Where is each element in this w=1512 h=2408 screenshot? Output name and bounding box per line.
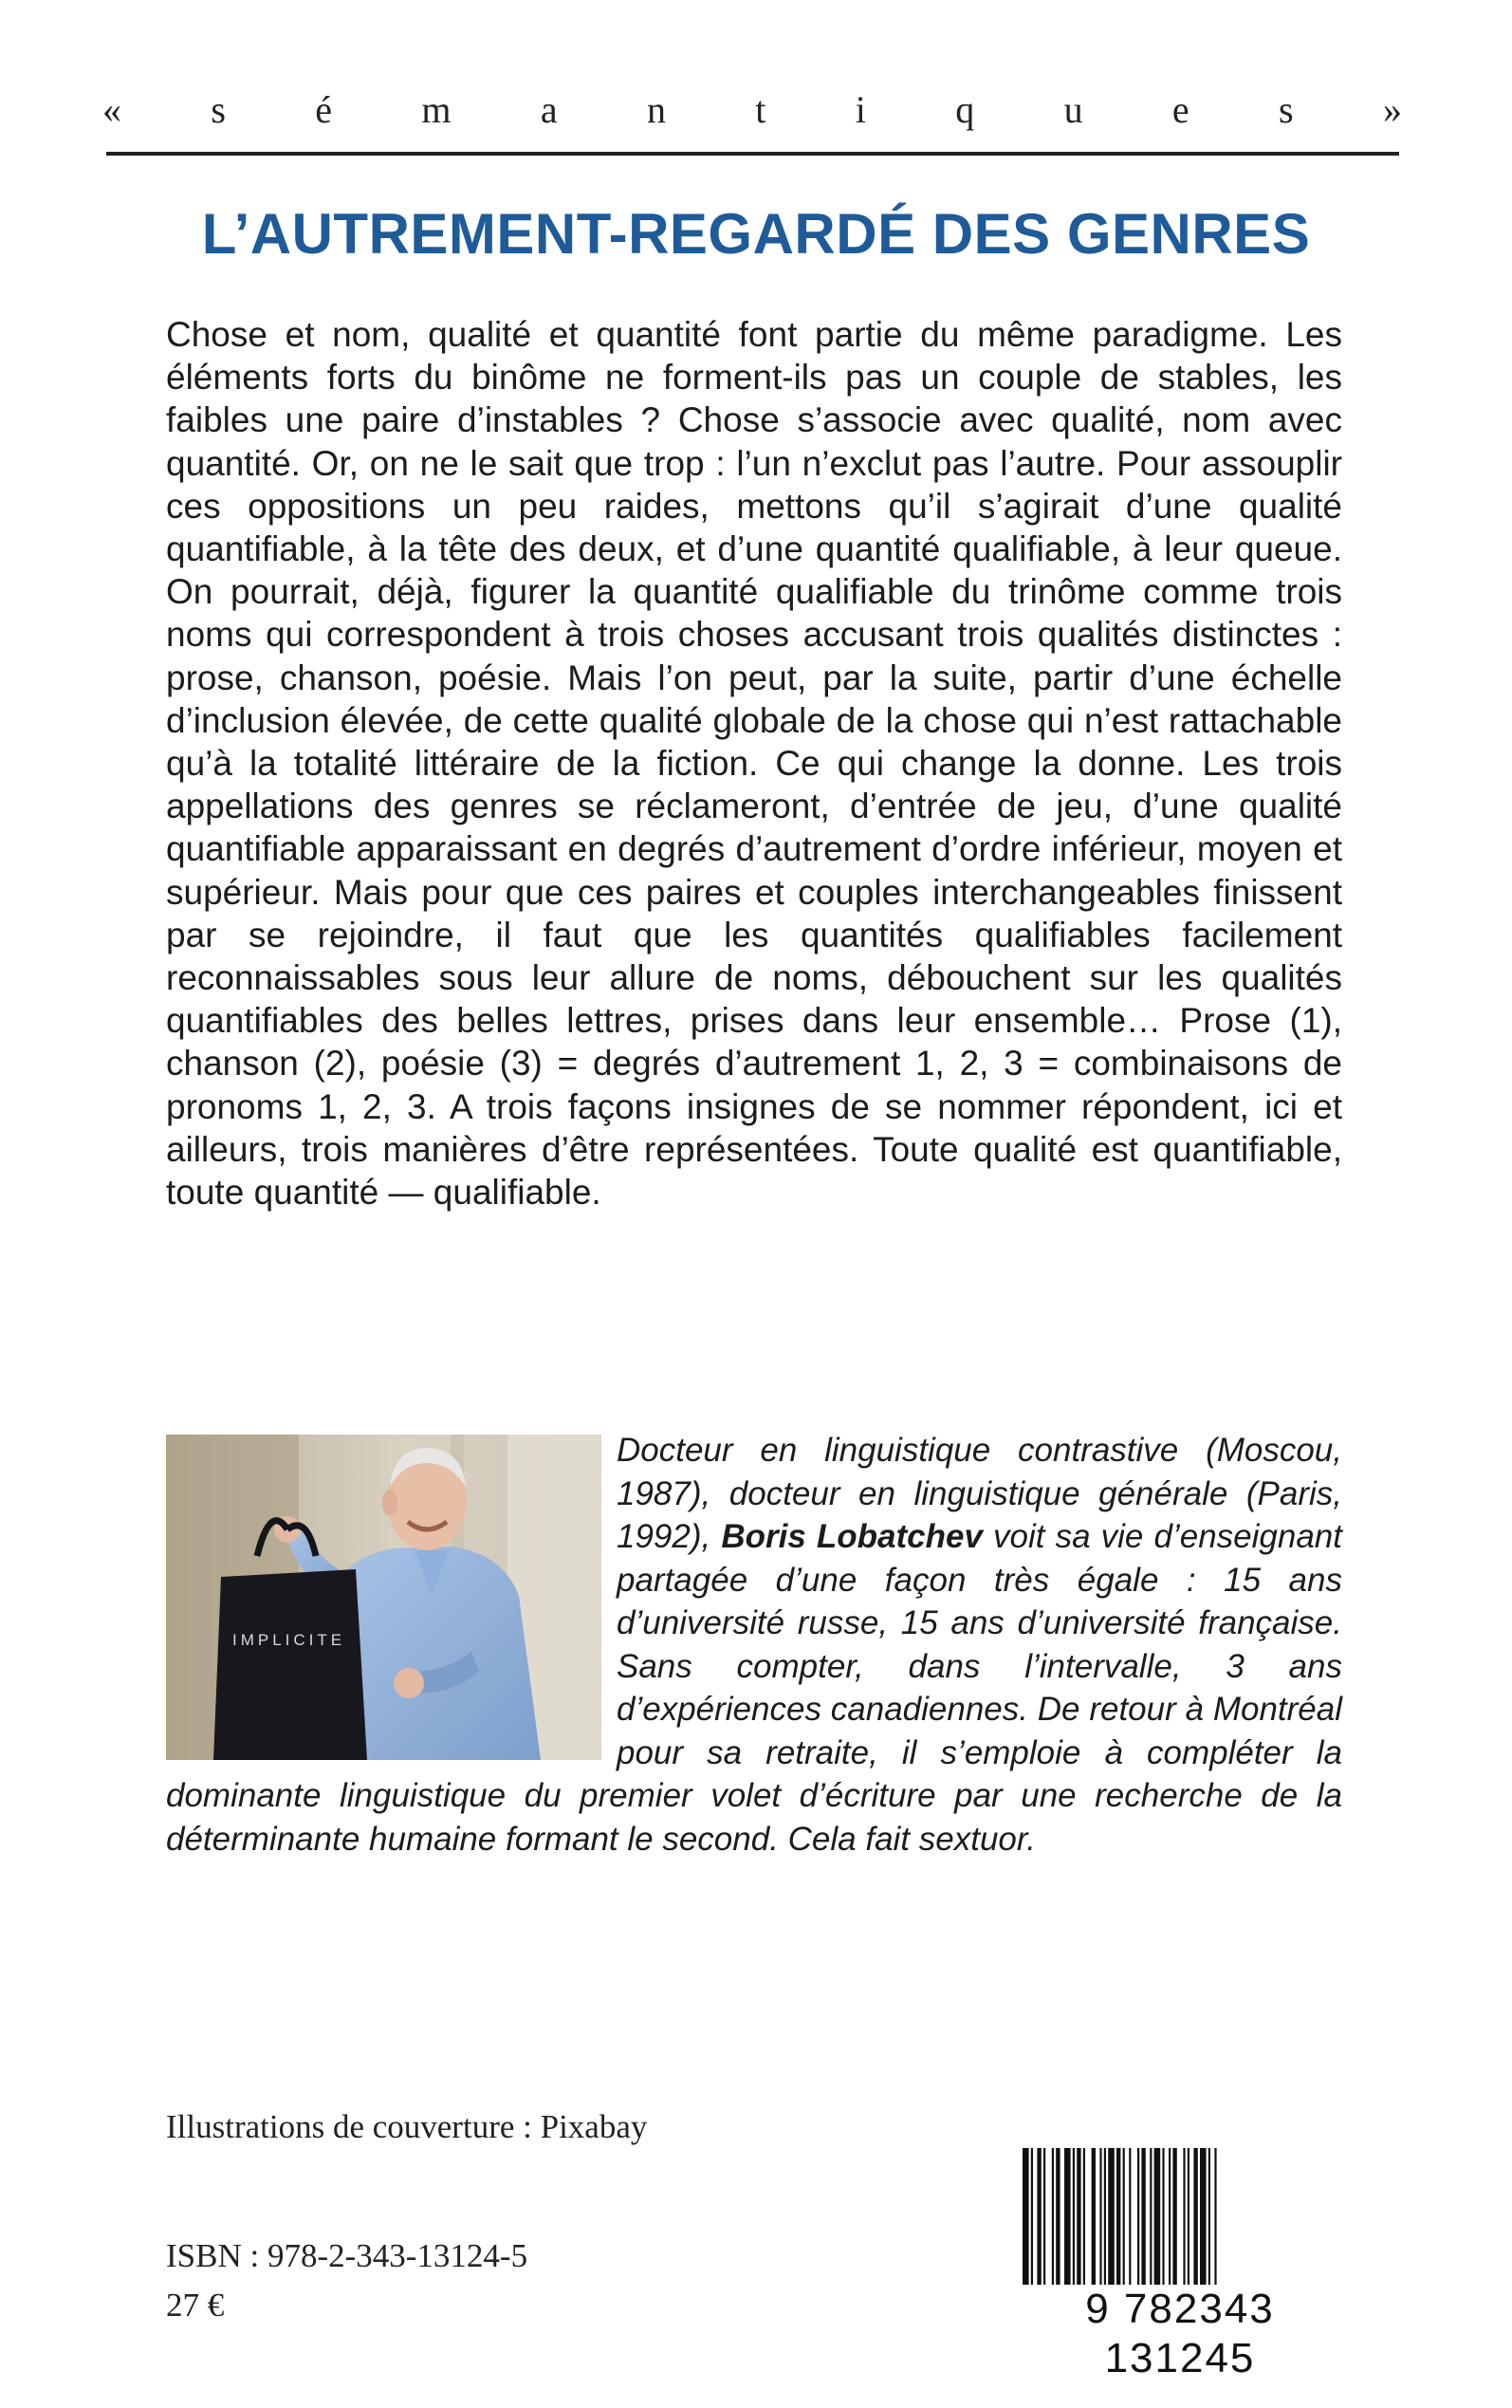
series-letter: q	[955, 88, 975, 131]
series-letter: »	[1382, 88, 1402, 131]
series-letter: t	[755, 88, 766, 131]
author-name: Boris Lobatchev	[721, 1518, 983, 1555]
header-rule	[106, 152, 1399, 156]
book-title: L’AUTREMENT-REGARDÉ DES GENRES	[201, 202, 1311, 266]
bag-brand-text: IMPLICITE	[232, 1631, 346, 1649]
back-cover-description: Chose et nom, qualité et quantité font partie du même paradigme. Les éléments forts du binôme ne forment-ils pas un couple de stables, les faibles une paire d’instables ? Chose s’associe avec qualité, nom avec quantité. Or, on ne le sait que trop : l’un n’exclut pas l’autre. Pour assouplir ces oppositions un peu raides, mettons qu’il s’agirait d’une qualité quantifiable, à la tête des deux, et d’une quantité qualifiable, à leur queue. On pourrait, déjà, figurer la quantité qualifiable du trinôme comme trois noms qui correspondent à trois choses accusant trois qualités distinctes : prose, chanson, poésie. Mais l’on peut, par la suite, partir d’une échelle d’inclusion élevée, de cette qualité globale de la chose qui n’est rattachable qu’à la totalité littéraire de la fiction. Ce qui change la donne. Les trois appellations des genres se réclameront, d’entrée de jeu, d’une qualité quantifiable apparaissant en degrés d’autrement d’ordre inférieur, moyen et supérieur. Mais pour que ces paires et couples interchangeables finissent par se rejoindre, il faut que les quantités qualifiables facilement reconnaissables sous leur allure de noms, débouchent sur les qualités quantifiables des belles lettres, prises dans leur ensemble… Prose (1), chanson (2), poésie (3) = degrés d’autrement 1, 2, 3 = combinaisons de pronoms 1, 2, 3. A trois façons insignes de se nommer répondent, ici et ailleurs, trois manières d’être représentées. Toute qualité est quantifiable, toute quantité — qualifiable.	[166, 315, 1342, 1213]
series-letter: n	[646, 88, 666, 131]
bio-text-intro: Docteur en linguistique contrastive (Moscou, 1987), docteur en linguistique générale (Paris, 1992),	[617, 1432, 1342, 1555]
barcode-digits: 9 782343 131245	[1011, 2285, 1349, 2383]
series-letter: i	[855, 88, 866, 131]
series-letter: u	[1063, 88, 1083, 131]
series-letter: s	[1279, 88, 1294, 131]
photo-spacer	[166, 1429, 617, 1770]
series-letter: e	[1171, 88, 1189, 131]
price: 27 €	[166, 2287, 225, 2324]
author-bio	[166, 1429, 1342, 1861]
isbn: ISBN : 978-2-343-13124-5	[166, 2237, 528, 2274]
series-letter: a	[540, 88, 558, 131]
series-letter: m	[421, 88, 452, 131]
series-header	[102, 87, 1402, 132]
bio-text-rest: voit sa vie d’enseignant partagée d’une façon très égale : 15 ans d’université russe, 15 ans d’université française. Sans compter, dans l’intervalle, 3 ans d’expériences canadiennes. De retour à Montréal pour sa retraite, il s’emploie à compléter la dominante linguistique du premier volet d’écriture par une recherche de la déterminante humaine formant le second. Cela fait sextuor.	[166, 1518, 1342, 1858]
cover-credits: Illustrations de couverture : Pixabay	[166, 2108, 648, 2145]
series-letter: é	[315, 88, 333, 131]
series-letter: s	[211, 88, 226, 131]
series-letter: «	[102, 88, 121, 131]
